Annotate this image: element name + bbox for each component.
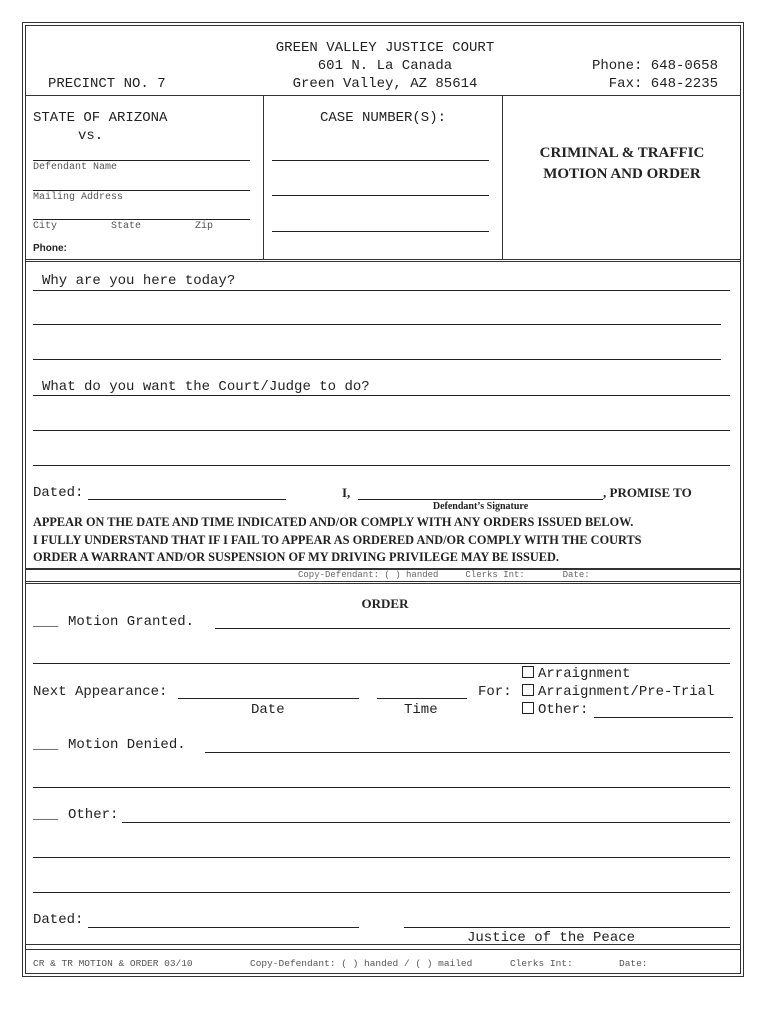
footer-clerks: Clerks Int: xyxy=(510,958,573,969)
defendant-signature-field[interactable] xyxy=(358,499,603,500)
next-appearance-date-field[interactable] xyxy=(178,698,359,699)
for-label: For: xyxy=(478,684,512,700)
case-number-label: CASE NUMBER(S): xyxy=(319,110,447,126)
time-label: Time xyxy=(404,702,438,718)
footer-copy-info: Copy-Defendant: ( ) handed / ( ) mailed xyxy=(250,958,473,969)
why-answer-line-2[interactable] xyxy=(33,324,721,325)
i-label: I, xyxy=(342,485,351,500)
justice-label: Justice of the Peace xyxy=(467,930,636,946)
zip-label: Zip xyxy=(195,221,214,232)
next-appearance-time-field[interactable] xyxy=(377,698,467,699)
mailing-address-label: Mailing Address xyxy=(33,192,124,203)
vs-label: vs. xyxy=(78,128,104,144)
arraignment-label: Arraignment xyxy=(538,666,631,682)
other-details-line-1[interactable] xyxy=(122,822,730,823)
why-question: Why are you here today? xyxy=(42,273,236,289)
next-appearance-label: Next Appearance: xyxy=(33,684,168,700)
pretrial-label: Arraignment/Pre-Trial xyxy=(538,684,715,700)
other-blank[interactable]: ___ xyxy=(33,807,59,823)
form-title-line-1: CRIMINAL & TRAFFIC xyxy=(539,145,705,161)
case-number-field-1[interactable] xyxy=(272,160,489,161)
what-question: What do you want the Court/Judge to do? xyxy=(42,379,370,395)
footer-date: Date: xyxy=(619,958,648,969)
other-details-line-3[interactable] xyxy=(33,892,730,893)
arraignment-checkbox[interactable] xyxy=(522,666,534,678)
motion-denied-label: Motion Denied. xyxy=(68,737,186,753)
motion-dated-field[interactable] xyxy=(88,499,286,500)
court-name: GREEN VALLEY JUSTICE COURT xyxy=(275,40,495,56)
granted-details-line-1[interactable] xyxy=(215,628,730,629)
denied-details-line-1[interactable] xyxy=(205,752,730,753)
court-address-2: Green Valley, AZ 85614 xyxy=(292,76,478,92)
precinct-label: PRECINCT NO. 7 xyxy=(48,76,166,92)
why-answer-line-3[interactable] xyxy=(33,359,721,360)
why-answer-line-1[interactable] xyxy=(33,290,730,291)
phone-number: Phone: 648-0658 xyxy=(591,58,718,74)
order-title: ORDER xyxy=(361,596,409,611)
justice-signature-field[interactable] xyxy=(404,927,730,928)
other-details-line-2[interactable] xyxy=(33,857,730,858)
other-option-label: Other: xyxy=(538,702,589,718)
signature-label: Defendant’s Signature xyxy=(432,501,529,512)
city-state-zip-field[interactable] xyxy=(33,219,250,220)
order-section xyxy=(25,583,741,945)
order-dated-field[interactable] xyxy=(88,927,359,928)
state-field-label: State xyxy=(111,221,142,232)
form-id: CR & TR MOTION & ORDER 03/10 xyxy=(33,958,193,969)
date-label: Date xyxy=(251,702,285,718)
other-checkbox[interactable] xyxy=(522,702,534,714)
granted-blank[interactable]: ___ xyxy=(33,614,59,630)
mailing-address-field[interactable] xyxy=(33,190,250,191)
promise-to-label: , PROMISE TO xyxy=(603,485,692,500)
defendant-name-label: Defendant Name xyxy=(33,162,118,173)
option-arraignment[interactable] xyxy=(522,666,630,682)
denied-blank[interactable]: ___ xyxy=(33,737,59,753)
court-address-1: 601 N. La Canada xyxy=(317,58,453,74)
what-answer-line-3[interactable] xyxy=(33,465,730,466)
statement-line-3: ORDER A WARRANT AND/OR SUSPENSION OF MY DRIVING PRIVILEGE MAY BE ISSUED. xyxy=(33,550,559,564)
case-number-field-3[interactable] xyxy=(272,231,489,232)
what-answer-line-1[interactable] xyxy=(33,395,730,396)
option-other[interactable] xyxy=(522,702,588,718)
state-label: STATE OF ARIZONA xyxy=(33,110,168,126)
phone-field-label: Phone: xyxy=(33,243,67,254)
granted-details-line-2[interactable] xyxy=(33,663,730,664)
option-pretrial[interactable] xyxy=(522,684,714,700)
motion-dated-label: Dated: xyxy=(33,485,84,501)
statement-line-2: I FULLY UNDERSTAND THAT IF I FAIL TO APPEAR AS ORDERED AND/OR COMPLY WITH THE COURTS xyxy=(33,533,642,547)
what-answer-line-2[interactable] xyxy=(33,430,730,431)
pretrial-checkbox[interactable] xyxy=(522,684,534,696)
defendant-name-field[interactable] xyxy=(33,160,250,161)
denied-details-line-2[interactable] xyxy=(33,787,730,788)
statement-line-1: APPEAR ON THE DATE AND TIME INDICATED AND/OR COMPLY WITH ANY ORDERS ISSUED BELOW. xyxy=(33,515,634,529)
copy-defendant-line: Copy-Defendant: ( ) handed Clerks Int: Date: xyxy=(298,570,590,580)
other-order-label: Other: xyxy=(68,807,119,823)
motion-granted-label: Motion Granted. xyxy=(68,614,195,630)
form-title-line-2: MOTION AND ORDER xyxy=(543,166,701,182)
fax-number: Fax: 648-2235 xyxy=(608,76,718,92)
city-label: City xyxy=(33,221,58,232)
other-option-field[interactable] xyxy=(594,717,733,718)
order-dated-label: Dated: xyxy=(33,912,84,928)
case-number-field-2[interactable] xyxy=(272,195,489,196)
